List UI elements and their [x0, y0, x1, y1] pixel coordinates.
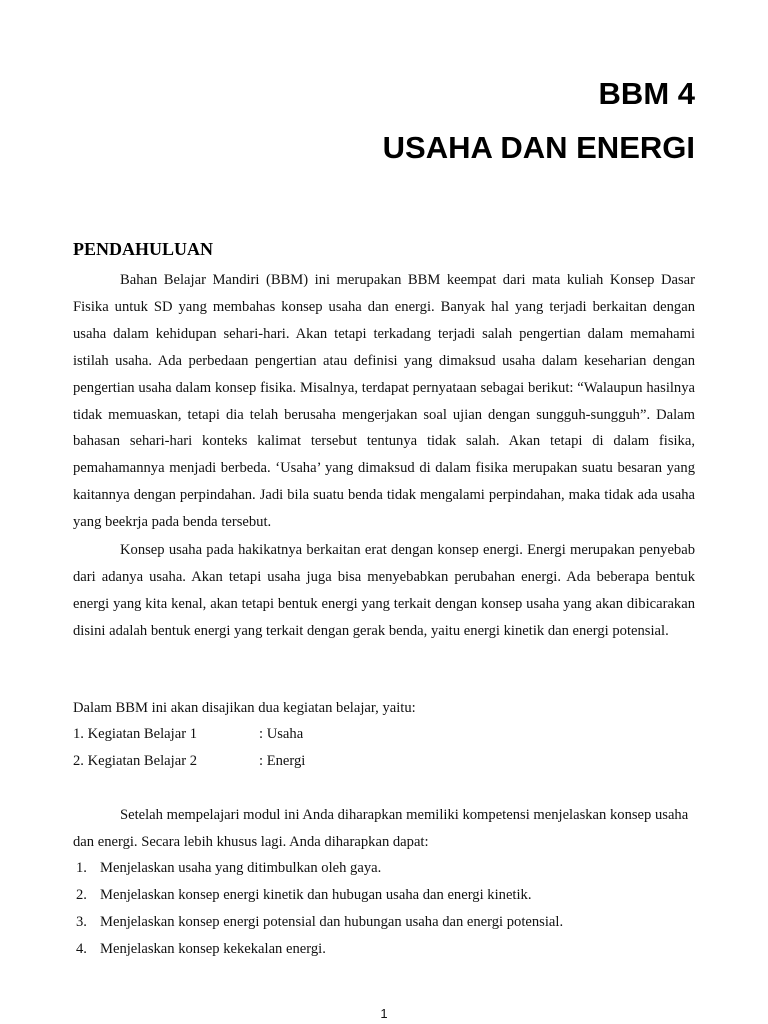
objectives-list — [76, 855, 563, 963]
list-item — [76, 855, 563, 882]
module-number: BBM 4 — [598, 76, 695, 111]
list-item-number: 4. — [76, 940, 87, 957]
list-item-number: 2. — [76, 886, 87, 903]
list-item — [76, 936, 563, 963]
objectives-intro: Setelah mempelajari modul ini Anda diharapkan memiliki kompetensi menjelaskan konsep usaha dan energi. Secara lebih khusus lagi. Anda diharapkan dapat: — [73, 807, 689, 850]
list-item — [76, 882, 563, 909]
list-item-text: Menjelaskan usaha yang ditimbulkan oleh gaya. — [100, 860, 382, 876]
page-number: 1 — [380, 1006, 388, 1021]
list-item-text: Menjelaskan konsep energi potensial dan hubungan usaha dan energi potensial. — [100, 913, 564, 930]
intro-paragraph-2: Konsep usaha pada hakikatnya berkaitan erat dengan konsep energi. Energi merupakan penyebab dari adanya usaha. Akan tetapi usaha juga bisa menyebabkan perubahan energi. Ada beberapa bentuk energi yang kita kenal, akan tetapi bentuk energi yang terkait dengan konsep usaha yang akan dibicarakan disini adalah bentuk energi yang terkait dengan gerak benda, yaitu energi kinetik dan energi potensial. — [73, 542, 695, 639]
list-item-text: Menjelaskan konsep kekekalan energi. — [100, 940, 326, 957]
activity-label: 2. Kegiatan Belajar 2 — [73, 753, 197, 769]
activity-item — [73, 748, 305, 775]
activity-value: : Energi — [259, 753, 306, 769]
intro-paragraph-1: Bahan Belajar Mandiri (BBM) ini merupakan BBM keempat dari mata kuliah Konsep Dasar Fisika untuk SD yang membahas konsep usaha dan energi. Banyak hal yang terjadi berkaitan dengan usaha dalam kehidupan sehari-hari. Akan tetapi terkadang terjadi salah pengertian dalam memahami istilah usaha. Ada perbedaan pengertian atau definisi yang dimaksud usaha dalam keseharian dengan pengertian usaha dalam konsep fisika. Misalnya, terdapat pernyataan sebagai berikut: “Walaupun hasilnya tidak memuaskan, tetapi dia telah berusaha mengerjakan soal ujian dengan sungguh-sungguh”. Dalam bahasan sehari-hari konteks kalimat tersebut tentunya tidak salah. Akan tetapi di dalam fisika, pemahamannya menjadi berbeda. ‘Usaha’ yang dimaksud di dalam fisika merupakan suatu besaran yang kaitannya dengan perpindahan. Jadi bila suatu benda tidak mengalami perpindahan, maka tidak ada usaha yang beekrja pada benda tersebut. — [73, 272, 695, 531]
document-page — [73, 0, 695, 1024]
section-title: PENDAHULUAN — [73, 239, 214, 259]
module-title: USAHA DAN ENERGI — [382, 130, 695, 165]
activity-value: : Usaha — [259, 726, 304, 742]
list-item-number: 1. — [76, 860, 87, 876]
list-item-number: 3. — [76, 913, 87, 930]
list-item-text: Menjelaskan konsep energi kinetik dan hubugan usaha dan energi kinetik. — [100, 886, 532, 903]
activity-item — [73, 721, 303, 748]
activities-intro: Dalam BBM ini akan disajikan dua kegiatan belajar, yaitu: — [73, 700, 416, 716]
activity-label: 1. Kegiatan Belajar 1 — [73, 726, 197, 742]
list-item — [76, 909, 563, 936]
